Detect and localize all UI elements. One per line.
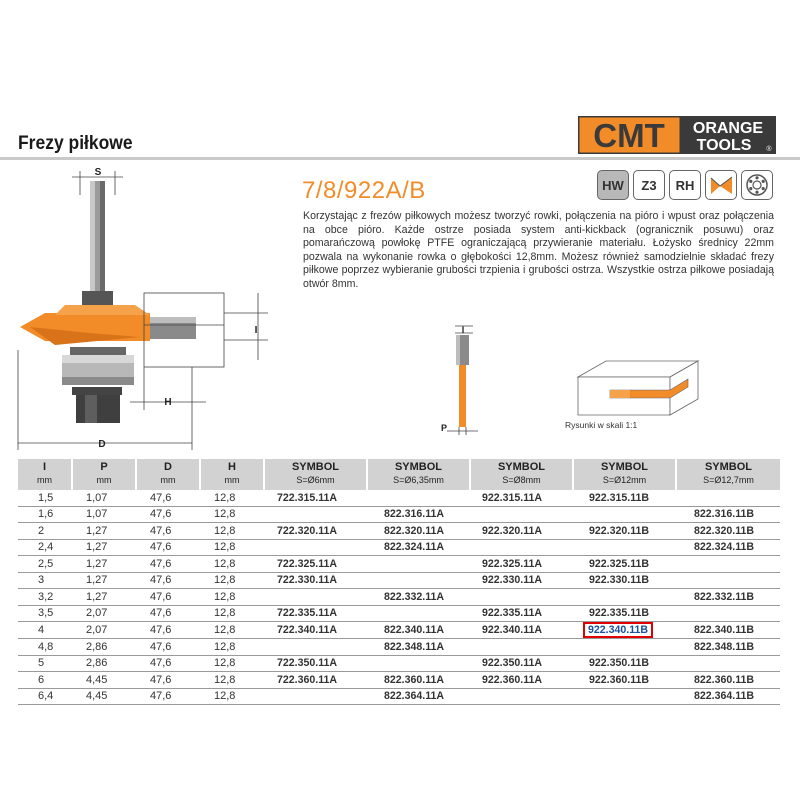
column-header-unit: mm [160,475,176,485]
column-header-unit: S=Ø12mm [602,475,647,485]
dimension-cell: 12,8 [200,655,264,672]
dim-i-label: I [254,325,258,336]
dimension-cell: 12,8 [200,506,264,523]
symbol-cell: 822.320.11A [367,523,470,540]
column-header-unit: S=Ø12,7mm [703,475,754,485]
column-header [676,459,780,490]
dimension-cell: 47,6 [136,539,200,556]
logo-brand: CMT [593,117,665,154]
symbol-cell [367,572,470,589]
symbol-cell: 722.350.11A [264,655,367,672]
symbol-cell: 822.316.11A [367,506,470,523]
table-row [18,556,780,573]
symbol-cell: 822.360.11B [676,672,780,689]
column-header-unit: S=Ø6,35mm [393,475,444,485]
symbol-cell: 922.350.11A [470,655,573,672]
page-title: Frezy piłkowe [18,133,133,154]
symbol-cell: 922.320.11A [470,523,573,540]
table-row [18,639,780,656]
symbol-cell: 722.335.11A [264,605,367,622]
dimension-cell: 2,4 [18,539,72,556]
symbol-cell: 922.315.11B [573,490,676,506]
dimension-cell: 6 [18,672,72,689]
symbol-cell [470,639,573,656]
product-code: 7/8/922A/B [302,177,426,204]
symbol-cell [264,539,367,556]
symbol-cell: 922.360.11A [470,672,573,689]
dim-h-label: H [164,397,172,408]
dimension-cell: 12,8 [200,639,264,656]
product-description: Korzystając z frezów piłkowych możesz tworzyć rowki, połączenia na pióro i wpust oraz połączenia na obce pióro. Każde ostrze posiada system anti-kickback (ogranicznik posuwu) oraz pomarańczową powłokę PTFE ograniczającą przywieranie materiału. Łożysko średnicy 22mm pozwala na wykonanie rowka o głębokości 12,8mm. Możesz również samodzielnie składać frezy piłkowe poprzez wybieranie grubości trzpienia i grubości ostrza. Wszystkie ostrza piłkowe posiadają otwór 8mm. [303,210,774,290]
dimension-cell: 47,6 [136,605,200,622]
symbol-cell: 722.325.11A [264,556,367,573]
column-header-label: P [100,461,108,473]
dimension-cell: 12,8 [200,523,264,540]
logo-trademark: ® [766,146,772,153]
logo-line2: TOOLS [696,137,752,154]
symbol-cell [573,639,676,656]
symbol-cell: 722.340.11A [264,622,367,639]
dimension-cell: 47,6 [136,655,200,672]
table-row [18,572,780,589]
symbol-cell: 922.360.11B [573,672,676,689]
symbol-cell [367,490,470,506]
column-header [264,459,367,490]
dimension-cell: 1,07 [72,506,136,523]
column-header-unit: mm [96,475,112,485]
table-row [18,539,780,556]
dimension-cell: 47,6 [136,622,200,639]
column-header-label: SYMBOL [497,461,546,473]
symbol-cell [470,589,573,606]
bearing-icon [741,170,773,200]
symbol-cell [367,605,470,622]
dimension-cell: 2,86 [72,639,136,656]
symbol-cell [676,572,780,589]
symbol-cell: 822.320.11B [676,523,780,540]
dimension-cell: 47,6 [136,672,200,689]
dimension-cell: 47,6 [136,506,200,523]
dim-d-label: D [98,439,106,450]
router-bit-drawing [10,165,290,455]
dimension-cell: 47,6 [136,490,200,506]
symbol-cell: 922.325.11A [470,556,573,573]
rh-badge: RH [669,170,701,200]
column-header [18,459,72,490]
dimension-cell: 47,6 [136,556,200,573]
dimension-cell: 2,07 [72,605,136,622]
dimension-cell: 6,4 [18,688,72,705]
dimension-cell: 12,8 [200,490,264,506]
column-header-unit: S=Ø6mm [296,475,335,485]
dimension-cell: 1,27 [72,539,136,556]
column-header-label: H [228,461,236,473]
dimension-cell: 1,5 [18,490,72,506]
table-row [18,506,780,523]
symbol-cell: 822.348.11A [367,639,470,656]
symbol-cell [676,655,780,672]
dimension-cell: 47,6 [136,639,200,656]
symbol-cell [264,688,367,705]
column-header [367,459,470,490]
symbol-cell: 822.364.11A [367,688,470,705]
table-row [18,655,780,672]
column-header [200,459,264,490]
specs-table [18,459,780,705]
table-row [18,688,780,705]
dimension-cell: 4 [18,622,72,639]
symbol-cell: 822.324.11B [676,539,780,556]
symbol-cell: 822.360.11A [367,672,470,689]
symbol-cell [676,605,780,622]
dimension-cell: 2,07 [72,622,136,639]
column-header-label: SYMBOL [291,461,340,473]
symbol-cell [676,556,780,573]
table-row [18,523,780,540]
symbol-cell [470,506,573,523]
table-row [18,672,780,689]
dimension-cell: 1,27 [72,556,136,573]
feature-badges [597,170,773,200]
groove-joint-drawing [570,355,700,419]
dimension-cell: 47,6 [136,523,200,540]
symbol-cell: 922.350.11B [573,655,676,672]
symbol-cell [367,556,470,573]
symbol-cell: 822.332.11A [367,589,470,606]
symbol-cell [573,688,676,705]
dim-s-label: S [94,167,102,178]
symbol-cell [573,589,676,606]
column-header [136,459,200,490]
symbol-cell [470,688,573,705]
dimension-cell: 1,27 [72,589,136,606]
table-row [18,605,780,622]
symbol-cell: 922.330.11A [470,572,573,589]
specs-table-header [18,459,780,490]
dimension-cell: 1,07 [72,490,136,506]
dimension-cell: 4,45 [72,688,136,705]
z3-badge: Z3 [633,170,665,200]
table-row [18,622,780,639]
symbol-cell: 922.320.11B [573,523,676,540]
dimension-cell: 47,6 [136,589,200,606]
dimension-cell: 1,27 [72,523,136,540]
table-row [18,589,780,606]
symbol-cell: 922.340.11A [470,622,573,639]
dimension-cell: 12,8 [200,589,264,606]
symbol-cell [264,639,367,656]
dimension-cell: 3,5 [18,605,72,622]
column-header-label: SYMBOL [704,461,753,473]
column-header-unit: mm [37,475,52,485]
symbol-cell: 922.335.11A [470,605,573,622]
symbol-cell: 922.330.11B [573,572,676,589]
symbol-cell [264,589,367,606]
column-header-label: D [164,461,172,473]
dimension-cell: 12,8 [200,605,264,622]
specs-table-body [18,490,780,705]
symbol-cell [676,490,780,506]
title-divider [0,157,800,160]
dimension-cell: 12,8 [200,688,264,705]
dimension-cell: 1,6 [18,506,72,523]
column-header [72,459,136,490]
blade-p-label: P [440,423,448,433]
symbol-cell: 822.364.11B [676,688,780,705]
dimension-cell: 12,8 [200,622,264,639]
column-header-label: SYMBOL [600,461,649,473]
symbol-cell: 822.340.11B [676,622,780,639]
column-header [470,459,573,490]
column-header-unit: S=Ø8mm [502,475,541,485]
blade-i-label: I [461,325,465,335]
symbol-cell: 822.332.11B [676,589,780,606]
dimension-cell: 1,27 [72,572,136,589]
dimension-cell: 2,86 [72,655,136,672]
column-header [573,459,676,490]
symbol-cell: 922.335.11B [573,605,676,622]
dimension-cell: 47,6 [136,572,200,589]
column-header-unit: mm [224,475,240,485]
symbol-cell [470,539,573,556]
dimension-cell: 3,2 [18,589,72,606]
orange-coating-icon [705,170,737,200]
dimension-cell: 12,8 [200,539,264,556]
logo-line1: ORANGE [692,120,764,137]
dimension-cell: 2 [18,523,72,540]
blade-profile-drawing [433,323,483,438]
scale-note: Rysunki w skali 1:1 [565,420,638,430]
hw-badge: HW [597,170,629,200]
symbol-cell: 722.320.11A [264,523,367,540]
table-row [18,490,780,506]
symbol-cell: 722.330.11A [264,572,367,589]
column-header-label: SYMBOL [394,461,443,473]
dimension-cell: 5 [18,655,72,672]
dimension-cell: 3 [18,572,72,589]
specs-table-container [18,459,780,705]
symbol-cell: 822.340.11A [367,622,470,639]
symbol-cell: 922.325.11B [573,556,676,573]
symbol-cell: 822.324.11A [367,539,470,556]
dimension-cell: 47,6 [136,688,200,705]
symbol-cell [573,622,676,639]
dimension-cell: 2,5 [18,556,72,573]
dimension-cell: 12,8 [200,572,264,589]
dimension-cell: 12,8 [200,556,264,573]
symbol-cell: 822.348.11B [676,639,780,656]
symbol-cell: 722.360.11A [264,672,367,689]
symbol-cell: 722.315.11A [264,490,367,506]
symbol-cell [264,506,367,523]
symbol-cell [573,506,676,523]
cmt-orange-tools-logo [578,116,776,154]
highlighted-symbol: 922.340.11B [583,622,653,638]
symbol-cell [573,539,676,556]
dimension-cell: 4,8 [18,639,72,656]
symbol-cell: 822.316.11B [676,506,780,523]
symbol-cell: 922.315.11A [470,490,573,506]
column-header-label: I [42,461,47,473]
dimension-cell: 12,8 [200,672,264,689]
symbol-cell [367,655,470,672]
dimension-cell: 4,45 [72,672,136,689]
